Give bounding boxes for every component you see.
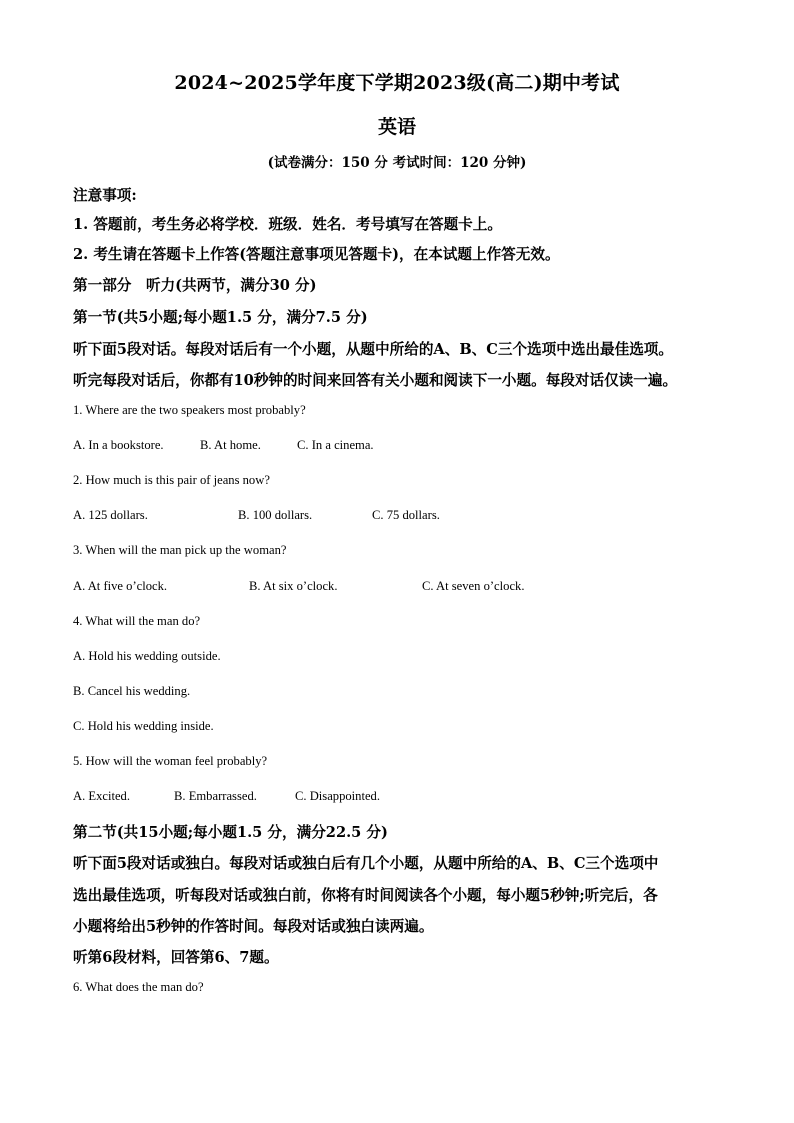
- exam-meta: (试卷满分：150 分 考试时间：120 分钟): [267, 155, 527, 171]
- section1-instruction: 听下面5段对话。每段对话后有一个小题，从题中所给的A、B、C三个选项中选出最佳选项。: [73, 341, 673, 358]
- passage-note: 听第6段材料，回答第6、7题。: [73, 949, 279, 966]
- part1-heading: 第一部分 听力(共两节，满分30 分): [73, 277, 317, 294]
- section2-instruction: 听下面5段对话或独白。每段对话或独白后有几个小题，从题中所给的A、B、C三个选项中: [73, 855, 659, 872]
- section2-instruction: 选出最佳选项，听每段对话或独白前，你将有时间阅读各个小题，每小题5秒钟;听完后，各: [73, 887, 658, 904]
- notice-heading: 注意事项:: [73, 187, 137, 204]
- section2-instruction: 小题将给出5秒钟的作答时间。每段对话或独白读两遍。: [73, 918, 434, 935]
- section1-instruction: 听完每段对话后，你都有10秒钟的时间来回答有关小题和阅读下一小题。每段对话仅读一遍。: [73, 372, 678, 389]
- option-a: A. Excited.: [73, 789, 131, 803]
- section1-heading: 第一节(共5小题;每小题1.5 分，满分7.5 分): [73, 309, 368, 326]
- option-c: C. Disappointed.: [295, 789, 381, 803]
- option-b: B. At six o’clock.: [249, 579, 338, 593]
- question-stem: 4. What will the man do?: [73, 614, 201, 628]
- exam-title: 2024~2025学年度下学期2023级(高二)期中考试: [174, 72, 620, 94]
- option-c: C. 75 dollars.: [372, 508, 440, 522]
- section2-heading: 第二节(共15小题;每小题1.5 分，满分22.5 分): [73, 824, 388, 841]
- option-b: B. Embarrassed.: [174, 789, 257, 803]
- option-c: C. At seven o’clock.: [422, 579, 525, 593]
- notice-item: 2. 考生请在答题卡上作答(答题注意事项见答题卡)，在本试题上作答无效。: [73, 246, 560, 263]
- option-a: A. At five o’clock.: [73, 579, 168, 593]
- option-b: B. At home.: [200, 438, 261, 452]
- question-stem: 1. Where are the two speakers most probably?: [73, 403, 306, 417]
- notice-item: 1. 答题前，考生务必将学校．班级．姓名．考号填写在答题卡上。: [73, 216, 502, 233]
- question-stem: 2. How much is this pair of jeans now?: [73, 473, 270, 487]
- option-b: B. Cancel his wedding.: [73, 684, 191, 698]
- question-stem: 3. When will the man pick up the woman?: [73, 543, 287, 557]
- option-a: A. 125 dollars.: [73, 508, 148, 522]
- option-b: B. 100 dollars.: [238, 508, 313, 522]
- question-stem: 5. How will the woman feel probably?: [73, 754, 268, 768]
- option-c: C. Hold his wedding inside.: [73, 719, 214, 733]
- exam-subject: 英语: [377, 116, 416, 138]
- question-stem: 6. What does the man do?: [73, 980, 204, 994]
- option-a: A. In a bookstore.: [73, 438, 164, 452]
- option-a: A. Hold his wedding outside.: [73, 649, 221, 663]
- option-c: C. In a cinema.: [297, 438, 374, 452]
